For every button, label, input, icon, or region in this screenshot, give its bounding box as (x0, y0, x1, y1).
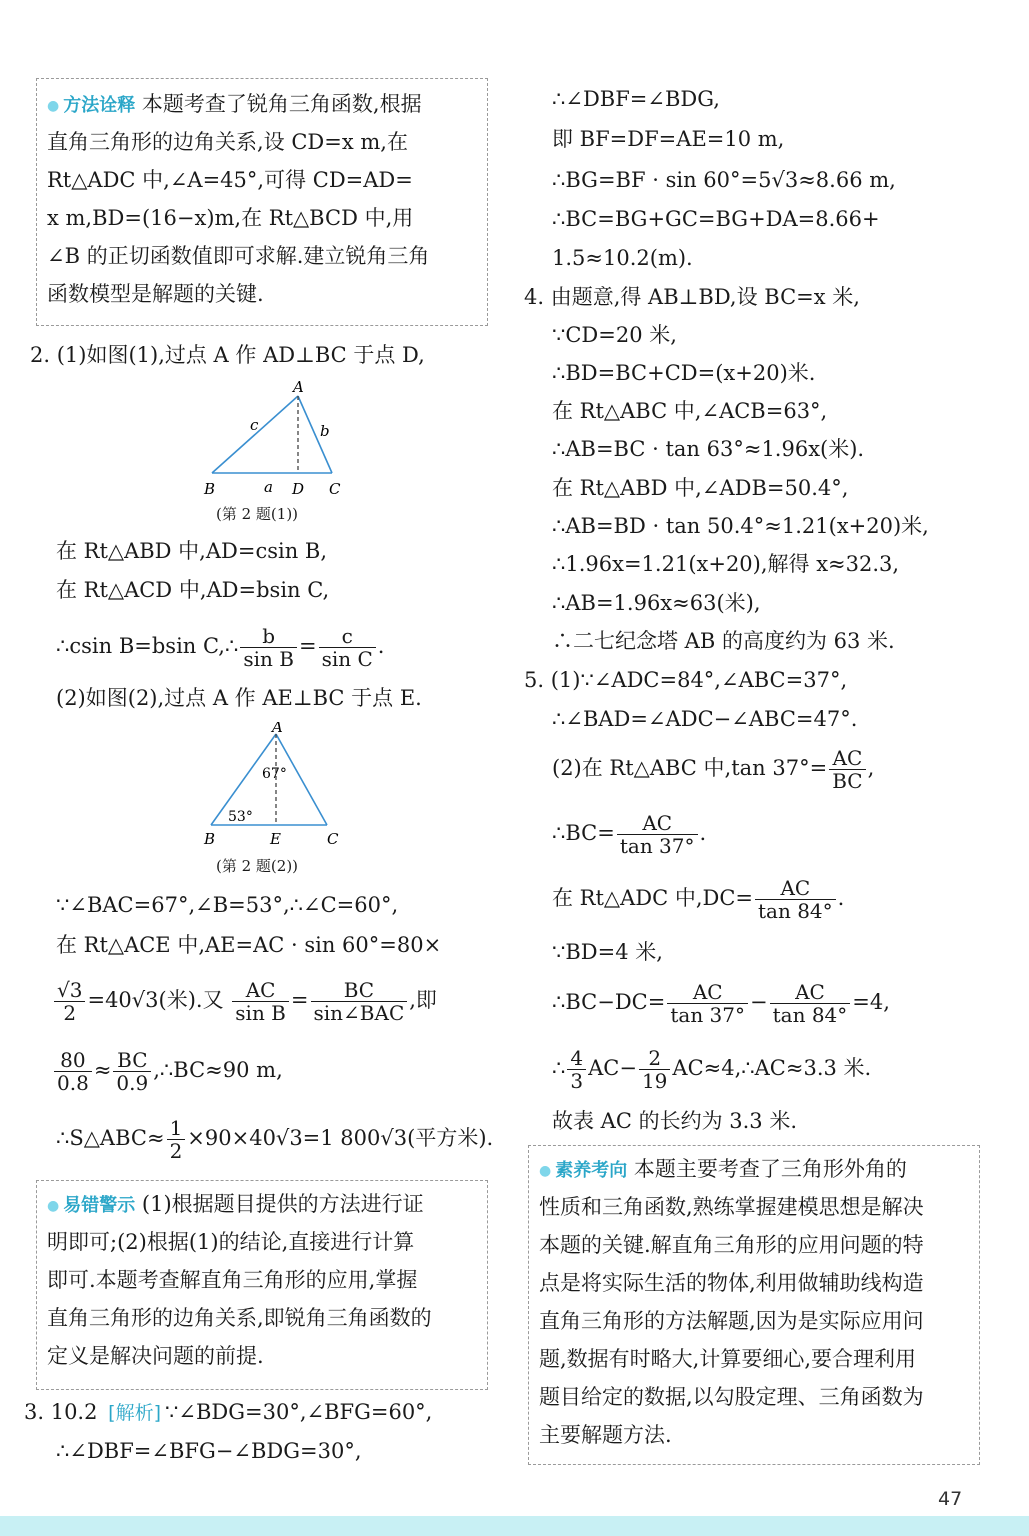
q2-line: ∵∠BAC=67°,∠B=53°,∴∠C=60°, (56, 893, 399, 917)
box-line: 题,数据有时略大,计算要细心,要合理利用 (539, 1347, 917, 1371)
q5-line: ∵BD=4 米, (552, 940, 663, 964)
label-c-vertex: C (327, 830, 339, 844)
q2-line-fraction: $\frac{√3}{2}$ =40√3(米).又 $\frac{AC}{\text{sin B}}$ = $\frac{BC}{\text{sin∠BAC}}$ ,即 (52, 974, 437, 1026)
box-line: 本题考查了锐角三角函数,根据 (141, 92, 422, 116)
label-angle-53: 53° (228, 809, 253, 825)
tag-bullet-icon: ● (47, 97, 60, 114)
box-line: x m,BD=(16−x)m,在 Rt△BCD 中,用 (47, 206, 414, 230)
q4-line: ∴BD=BC+CD=(x+20)米. (552, 361, 816, 385)
box-line: 本题主要考查了三角形外角的 (633, 1157, 907, 1181)
tag-bullet-icon: ● (47, 1197, 60, 1214)
figure-triangle-1 (196, 378, 366, 500)
fraction: $\frac{AC}{\tan 37^\circ}$ (667, 981, 748, 1026)
q5-line-fraction: ∴BC= $\frac{AC}{\tan 37^\circ}$ . (552, 811, 707, 858)
q3-cont-line: 即 BF=DF=AE=10 m, (552, 127, 785, 151)
q3-cont-line: ∴BC=BG+GC=BG+DA=8.66+ (552, 207, 880, 231)
analysis-tag: [解析] (108, 1402, 161, 1424)
page-number: 47 (938, 1488, 963, 1510)
label-e-point: E (270, 830, 281, 844)
box-line: 点是将实际生活的物体,利用做辅助线构造 (539, 1271, 924, 1295)
box-line: 直角三角形的边角关系,设 CD=x m,在 (47, 130, 408, 154)
box-line: 定义是解决问题的前提. (47, 1344, 264, 1368)
q4-line: 4. 由题意,得 AB⊥BD,设 BC=x 米, (524, 285, 860, 309)
label-angle-67: 67° (262, 766, 287, 782)
literacy-tag: 素养考向 (555, 1160, 628, 1181)
q5-line-fraction: (2)在 Rt△ABC 中,tan 37°= $\frac{AC}{BC}$ , (552, 746, 875, 793)
q5-line: ∴∠BAD=∠ADC−∠ABC=47°. (552, 707, 858, 731)
label-b-vertex: B (204, 480, 216, 498)
box-line: 本题的关键.解直角三角形的应用问题的特 (539, 1233, 924, 1257)
label-b-vertex: B (204, 830, 216, 844)
method-tag: 方法诠释 (63, 95, 136, 116)
q3-cont-line: ∴∠DBF=∠BDG, (552, 87, 720, 111)
q4-line: ∴AB=BC · tan 63°≈1.96x(米). (552, 437, 865, 461)
label-d-point: D (292, 480, 305, 498)
q5-line-fraction: 在 Rt△ADC 中,DC= $\frac{AC}{\tan 84^\circ}$ . (552, 876, 845, 923)
q5-line: 5. (1)∵∠ADC=84°,∠ABC=37°, (524, 668, 848, 692)
box-line: Rt△ADC 中,∠A=45°,可得 CD=AD= (47, 168, 413, 192)
tag-bullet-icon: ● (539, 1162, 552, 1179)
label-a-vertex: A (293, 378, 304, 396)
q4-line: ∴AB=BD · tan 50.4°≈1.21(x+20)米, (552, 514, 929, 538)
figure-triangle-2 (196, 722, 356, 844)
method-explanation-box (36, 78, 488, 326)
box-line: 性质和三角函数,熟练掌握建模思想是解决 (539, 1195, 924, 1219)
fraction: $\frac{2}{19}$ (639, 1047, 670, 1092)
q2-line: 在 Rt△ACD 中,AD=bsin C, (56, 578, 330, 602)
q5-line: 故表 AC 的长约为 3.3 米. (552, 1109, 798, 1133)
fraction: $\frac{AC}{\tan 84^\circ}$ (755, 877, 836, 922)
box-line: 直角三角形的方法解题,因为是实际应用问 (539, 1309, 924, 1333)
q4-line: ∴二七纪念塔 AB 的高度约为 63 米. (552, 629, 895, 653)
fraction: $\frac{c}{\text{sin C}}$ (319, 625, 376, 670)
fraction: $\frac{BC}{\text{sin∠BAC}}$ (311, 979, 408, 1024)
q4-line: 在 Rt△ABC 中,∠ACB=63°, (552, 399, 828, 423)
q3-line: 3. 10.2 [解析] ∵∠BDG=30°,∠BFG=60°, (24, 1400, 433, 1424)
side-c (212, 396, 298, 473)
q3-line: ∴∠DBF=∠BFG−∠BDG=30°, (56, 1439, 362, 1463)
label-side-a: a (264, 478, 273, 496)
fraction: $\frac{AC}{\tan 37^\circ}$ (617, 812, 698, 857)
q3-cont-line: 1.5≈10.2(m). (552, 246, 693, 270)
literacy-direction-box (528, 1145, 980, 1465)
fraction: $\frac{80}{0.8}$ (54, 1049, 92, 1094)
label-a-vertex: A (272, 722, 283, 736)
q5-line-fraction: ∴BC−DC= $\frac{AC}{\tan 37^\circ}$ − $\frac{AC}{\tan 84^\circ}$ =4, (552, 980, 890, 1027)
fraction: $\frac{BC}{0.9}$ (113, 1049, 151, 1094)
q5-line-fraction: ∴ $\frac{4}{3}$ AC− $\frac{2}{19}$ AC≈4,∴AC≈3.3 米. (552, 1046, 872, 1093)
fraction: $\frac{AC}{\text{sin B}}$ (232, 979, 289, 1024)
fraction: $\frac{1}{2}$ (167, 1117, 186, 1162)
label-c-vertex: C (329, 480, 341, 498)
fraction: $\frac{√3}{2}$ (54, 979, 85, 1024)
box-line: ∠B 的正切函数值即可求解.建立锐角三角 (47, 244, 430, 268)
fraction: $\frac{AC}{BC}$ (829, 747, 865, 792)
figure-caption-1: (第 2 题(1)) (216, 505, 299, 523)
fraction: $\frac{4}{3}$ (567, 1047, 586, 1092)
q2-line: 在 Rt△ACE 中,AE=AC · sin 60°=80× (56, 933, 442, 957)
q2-part2: (2)如图(2),过点 A 作 AE⊥BC 于点 E. (56, 686, 422, 710)
box-line: (1)根据题目提供的方法进行证 (141, 1192, 424, 1216)
q4-line: ∴1.96x=1.21(x+20),解得 x≈32.3, (552, 552, 900, 576)
q2-line-fraction: ∴csin B=bsin C,∴ $\frac{b}{\text{sin B}}$ = $\frac{c}{\text{sin C}}$ . (56, 624, 385, 671)
q4-line: ∴AB=1.96x≈63(米), (552, 591, 761, 615)
box-line: 题目给定的数据,以勾股定理、三角函数为 (539, 1385, 924, 1409)
warning-tag: 易错警示 (63, 1195, 136, 1216)
fraction: $\frac{b}{\text{sin B}}$ (240, 625, 297, 670)
label-side-b: b (320, 422, 330, 440)
fraction: $\frac{AC}{\tan 84^\circ}$ (770, 981, 851, 1026)
box-line: 函数模型是解题的关键. (47, 282, 264, 306)
q4-line: 在 Rt△ABD 中,∠ADB=50.4°, (552, 476, 849, 500)
box-line: 明即可;(2)根据(1)的结论,直接进行计算 (47, 1230, 415, 1254)
q2-intro: 2. (1)如图(1),过点 A 作 AD⊥BC 于点 D, (30, 343, 425, 367)
box-line: 即可.本题考查解直角三角形的应用,掌握 (47, 1268, 418, 1292)
q2-line-fraction: $\frac{80}{0.8}$ ≈ $\frac{BC}{0.9}$ ,∴BC≈90 m, (52, 1044, 283, 1096)
error-warning-box (36, 1180, 488, 1390)
box-line: 直角三角形的边角关系,即锐角三角函数的 (47, 1306, 432, 1330)
figure-caption-2: (第 2 题(2)) (216, 857, 299, 875)
label-side-c: c (250, 416, 259, 434)
q3-cont-line: ∴BG=BF · sin 60°=5√3≈8.66 m, (552, 168, 896, 192)
q2-line: 在 Rt△ABD 中,AD=csin B, (56, 539, 328, 563)
q4-line: ∵CD=20 米, (552, 323, 677, 347)
box-line: 主要解题方法. (539, 1423, 672, 1447)
q2-area-line: ∴S△ABC≈ $\frac{1}{2}$ ×90×40√3=1 800√3(平方米). (56, 1116, 494, 1163)
footer-band (0, 1516, 1029, 1536)
